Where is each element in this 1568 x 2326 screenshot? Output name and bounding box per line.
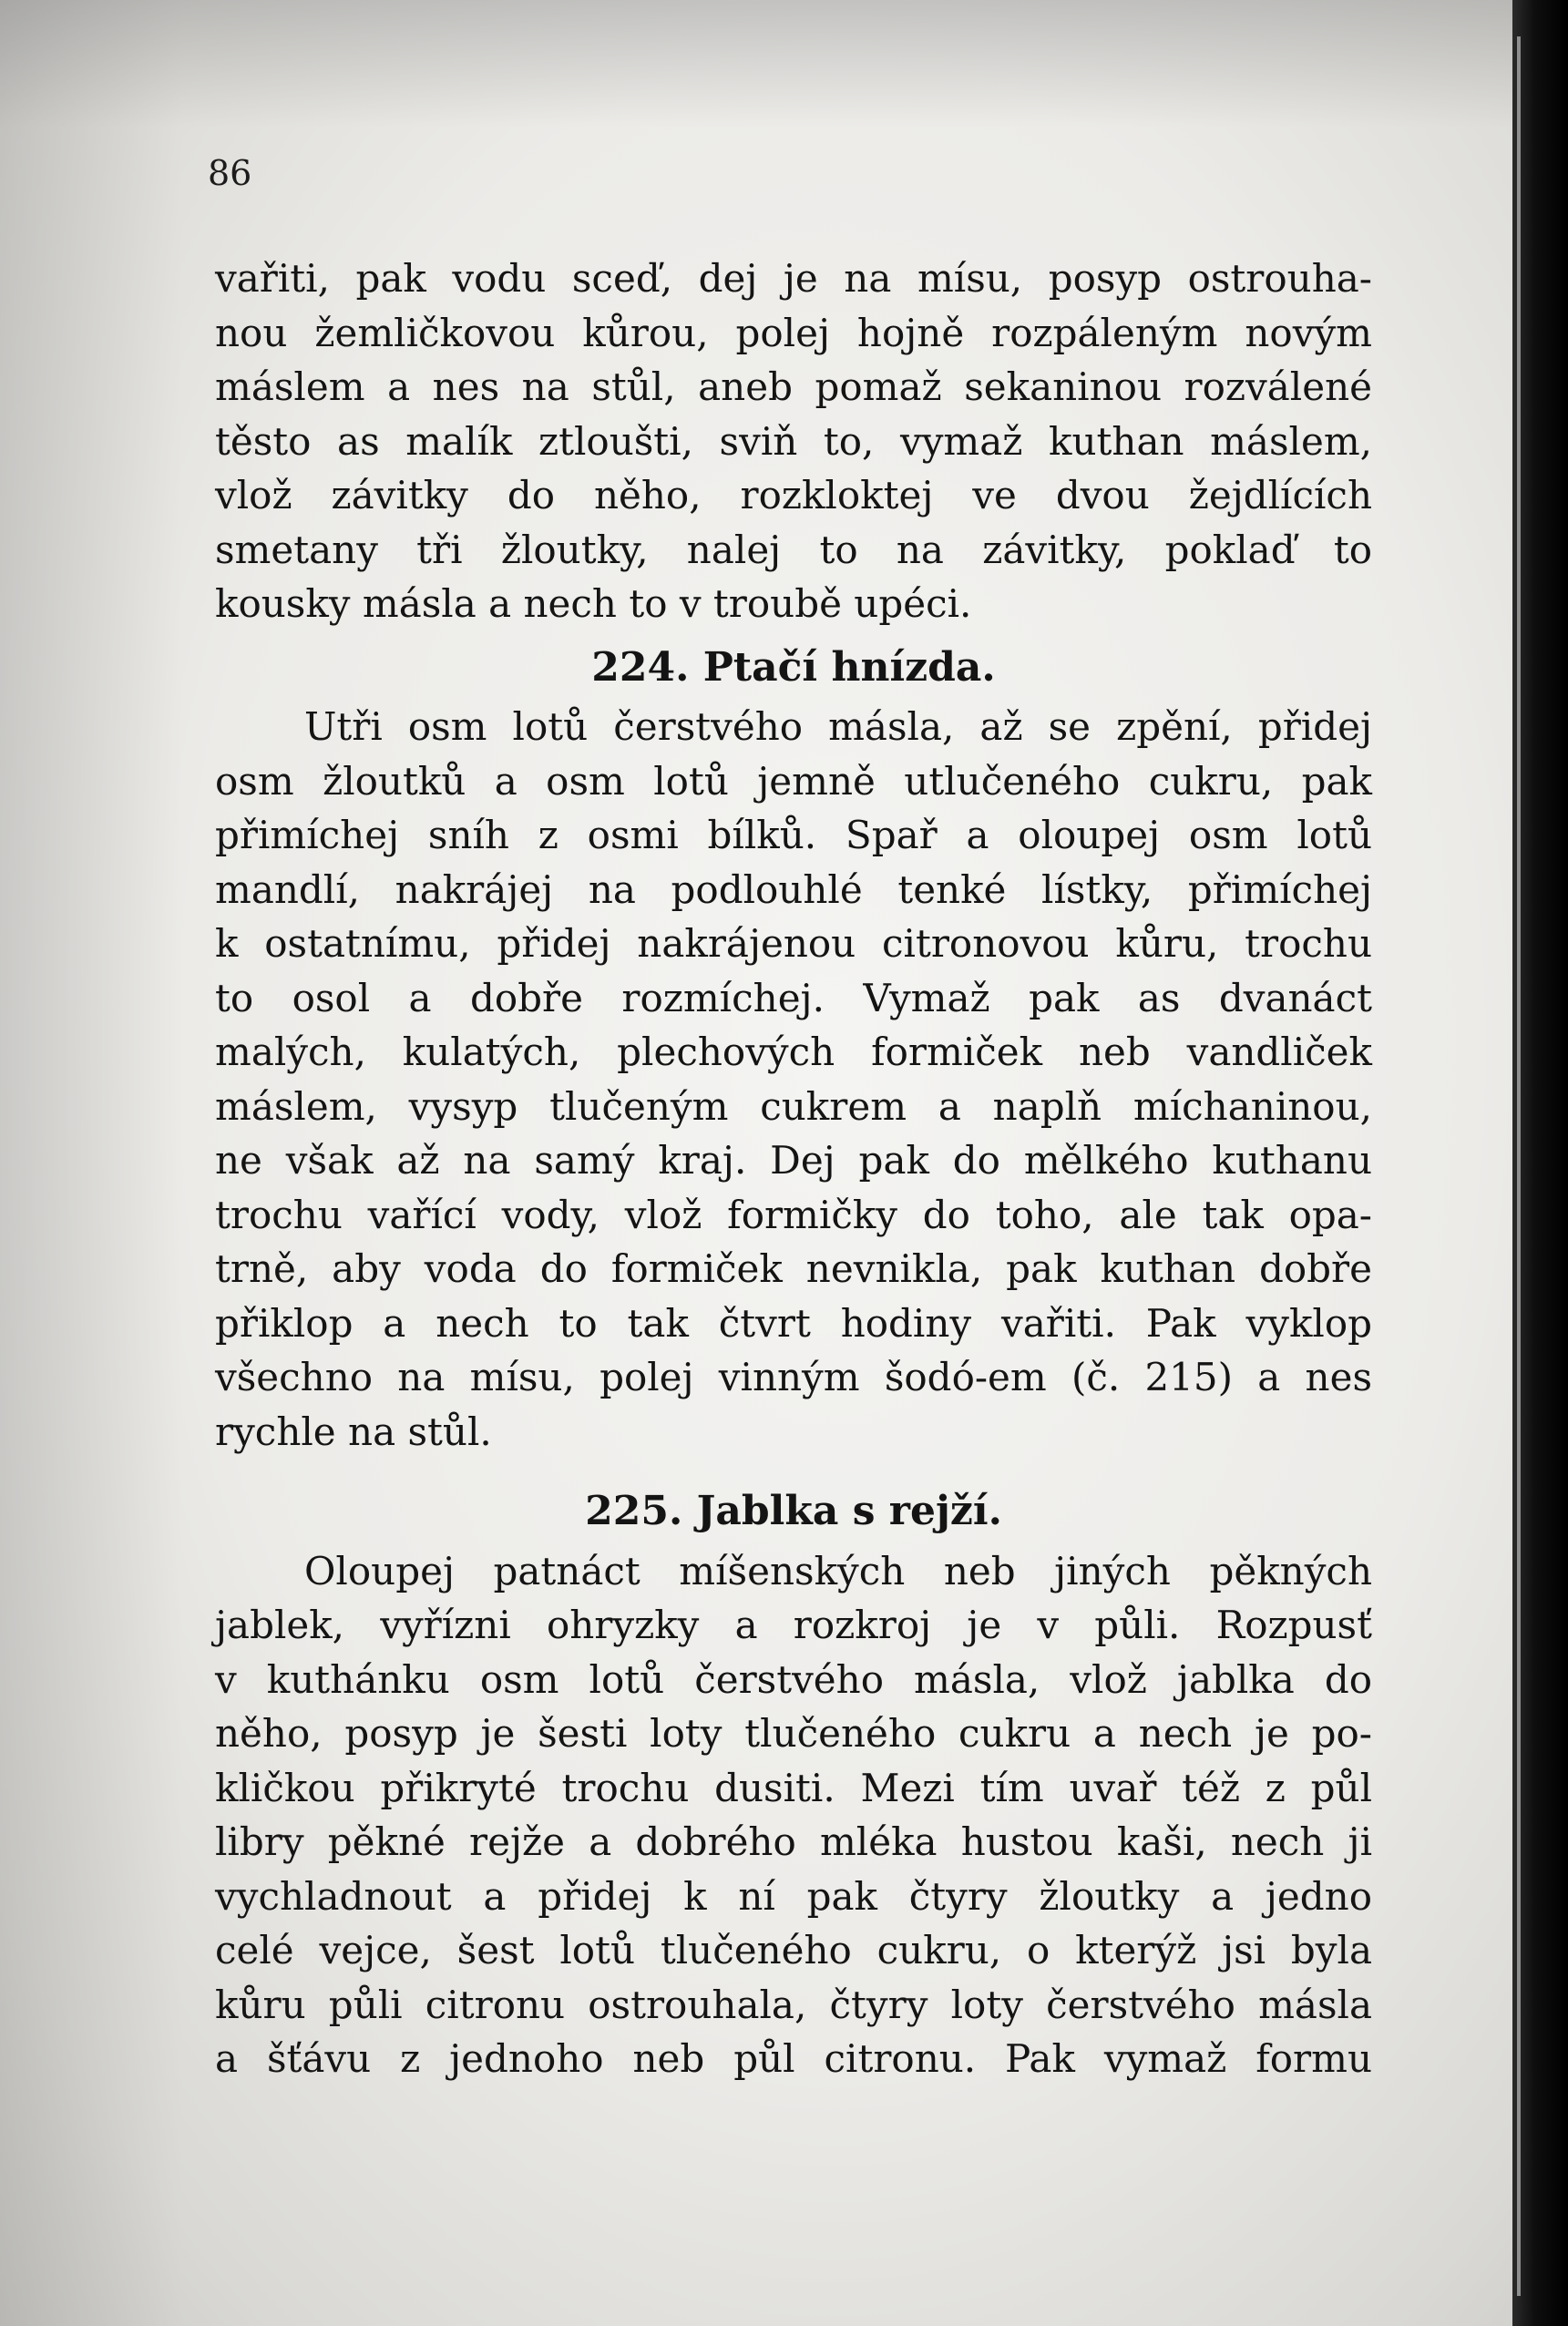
text-line: přimíchej sníh z osmi bílků. Spař a oloupej osm lotů <box>215 813 1372 857</box>
text-line: mandlí, nakrájej na podlouhlé tenké lístky, přimíchej <box>215 866 1372 912</box>
recipe-heading-224: 224. Ptačí hnízda. <box>591 643 996 691</box>
page-number: 86 <box>208 153 252 193</box>
text-line: máslem, vysyp tlučeným cukrem a naplň míchaninou, <box>215 1083 1372 1129</box>
recipe-body-225 <box>215 1544 1372 2086</box>
recipe-body-224 <box>215 700 1372 1459</box>
text-line: v kuthánku osm lotů čerstvého másla, vlož jablka do <box>215 1656 1372 1702</box>
text-line: něho, posyp je šesti loty tlučeného cukru a nech je po- <box>215 1711 1372 1756</box>
text-line: přiklop a nech to tak čtvrt hodiny vařiti. Pak vyklop <box>215 1300 1372 1346</box>
text-line: kůru půli citronu ostrouhala, čtyry loty čerstvého másla <box>215 1982 1372 2027</box>
text-line: celé vejce, šest lotů tlučeného cukru, o kterýž jsi byla <box>215 1928 1372 1972</box>
page-text <box>215 251 1372 2086</box>
text-line: libry pěkné rejže a dobrého mléka hustou kaši, nech ji <box>215 1819 1372 1864</box>
text-line: malých, kulatých, plechových formiček neb vandliček <box>215 1030 1372 1074</box>
text-line: vychladnout a přidej k ní pak čtyry žloutky a jedno <box>215 1873 1372 1919</box>
paragraph-continued <box>215 251 1372 631</box>
text-line: Utři osm lotů čerstvého másla, až se zpění, přidej <box>304 704 1372 749</box>
text-line: to osol a dobře rozmíchej. Vymaž pak as dvanáct <box>215 975 1372 1020</box>
text-line: vlož závitky do něho, rozkloktej ve dvou žejdlících <box>215 473 1372 517</box>
scan-dark-edge <box>1512 0 1568 2326</box>
text-line: smetany tři žloutky, nalej to na závitky, poklaď to <box>215 527 1372 572</box>
text-line: Oloupej patnáct míšenských neb jiných pěkných <box>304 1548 1372 1593</box>
text-line: k ostatnímu, přidej nakrájenou citronovou kůru, trochu <box>215 921 1372 966</box>
page-shading-left <box>0 0 182 2326</box>
text-line: ne však až na samý kraj. Dej pak do mělkého kuthanu <box>215 1138 1372 1183</box>
text-line: trochu vařící vody, vlož formičky do toho, ale tak opa- <box>215 1192 1372 1237</box>
page-shading-top <box>0 0 1512 128</box>
text-line: máslem a nes na stůl, aneb pomaž sekaninou rozválené <box>215 364 1372 409</box>
text-line: a šťávu z jednoho neb půl citronu. Pak vymaž formu <box>215 2036 1372 2081</box>
text-line: trně, aby voda do formiček nevnikla, pak kuthan dobře <box>215 1246 1372 1291</box>
text-line: nou žemličkovou kůrou, polej hojně rozpáleným novým <box>215 310 1372 355</box>
text-line: všechno na mísu, polej vinným šodó-em (č. 215) a nes <box>215 1355 1372 1399</box>
text-line: rychle na stůl. <box>215 1409 492 1454</box>
text-line: těsto as malík ztloušti, sviň to, vymaž kuthan máslem, <box>215 418 1372 464</box>
text-line: jablek, vyřízni ohryzky a rozkroj je v půli. Rozpusť <box>215 1603 1372 1647</box>
scan-edge-line <box>1517 36 1521 2296</box>
text-line: kousky másla a nech to v troubě upéci. <box>215 581 972 626</box>
recipe-heading-225: 225. Jablka s rejží. <box>585 1488 1002 1534</box>
text-line: kličkou přikryté trochu dusiti. Mezi tím uvař též z půl <box>215 1765 1372 1810</box>
text-line: osm žloutků a osm lotů jemně utlučeného cukru, pak <box>215 758 1372 804</box>
text-line: vařiti, pak vodu sceď, dej je na mísu, posyp ostrouha- <box>215 256 1372 301</box>
